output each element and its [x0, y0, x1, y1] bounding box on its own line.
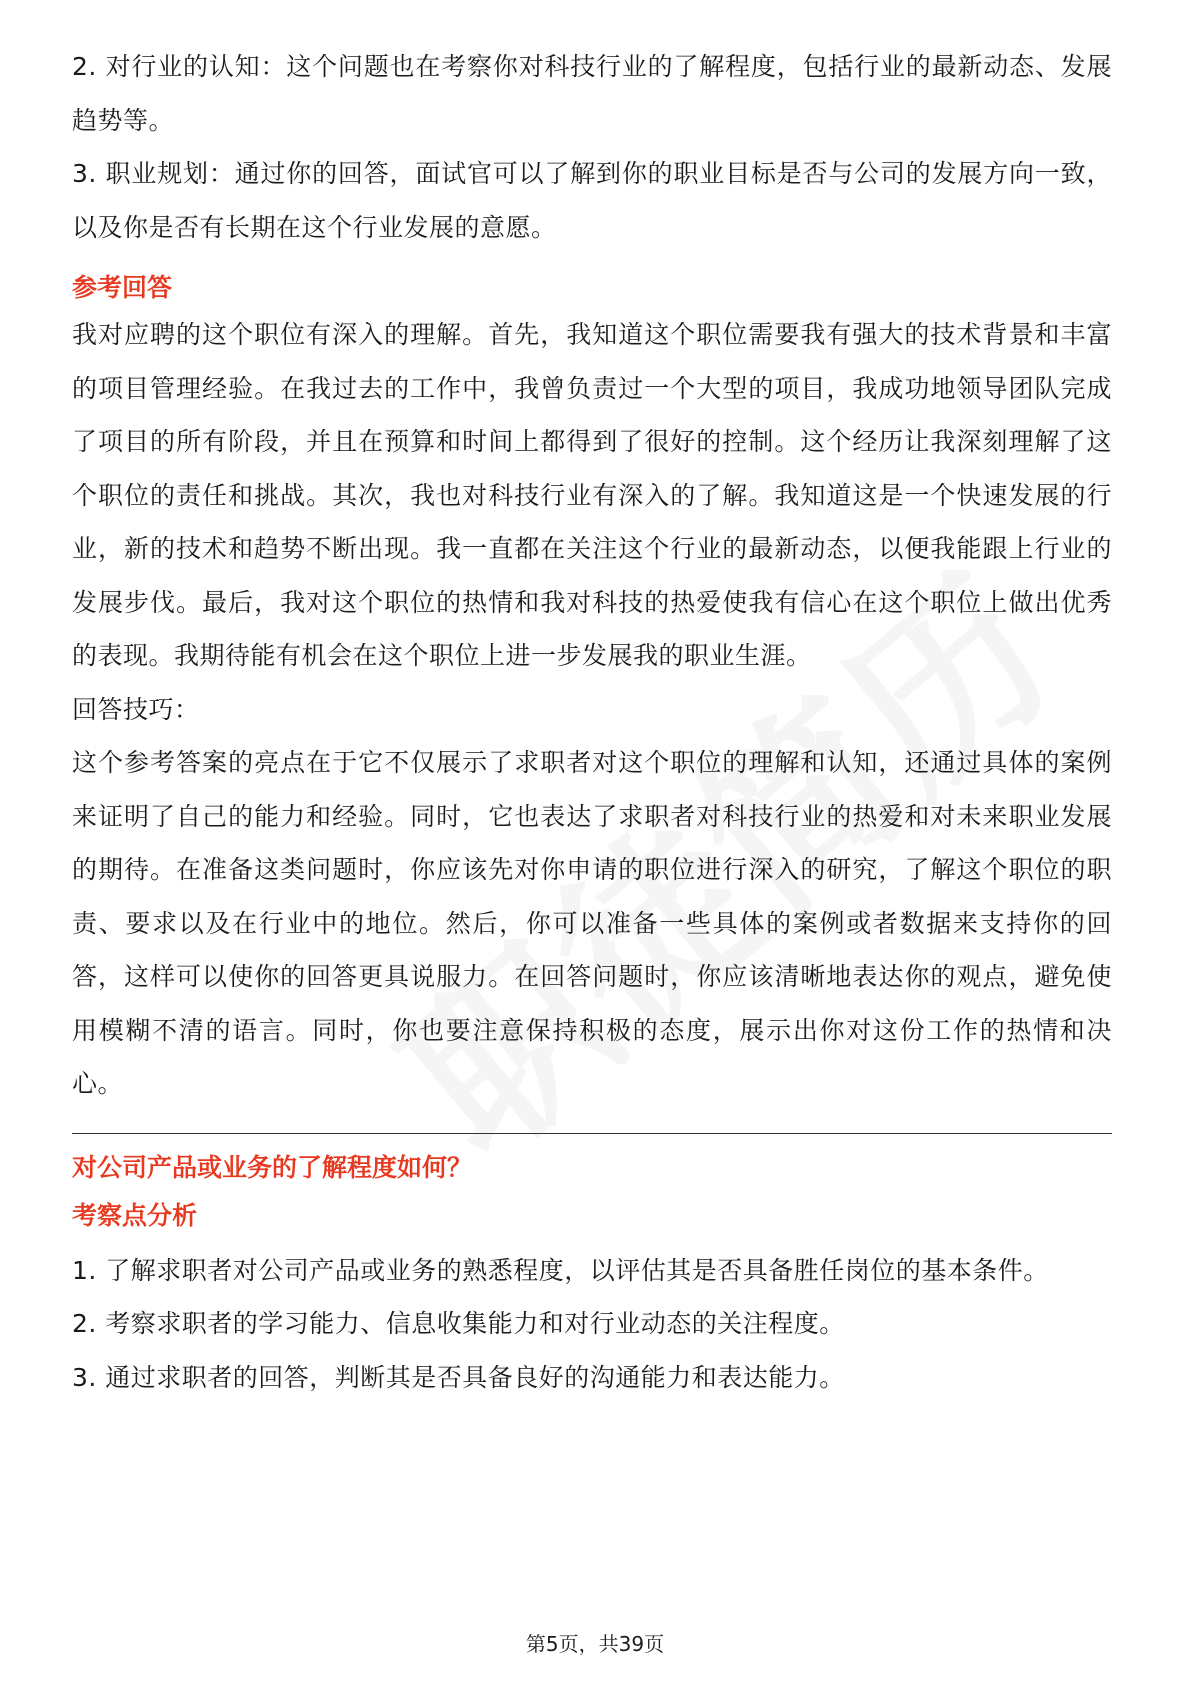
question-title: 对公司产品或业务的了解程度如何？ [72, 1152, 473, 1182]
analysis-point-1: 1. 了解求职者对公司产品或业务的熟悉程度，以评估其是否具备胜任岗位的基本条件。 [72, 1255, 1049, 1285]
answer-tips-label: 回答技巧： [72, 694, 200, 724]
intro-point-3: 3. 职业规划：通过你的回答，面试官可以了解到你的职业目标是否与公司的发展方向一致，以及你是否有长期在这个行业发展的意愿。 [72, 159, 1112, 242]
answer-tips-text: 这个参考答案的亮点在于它不仅展示了求职者对这个职位的理解和认知，还通过具体的案例来证明了自己的能力和经验。同时，它也表达了求职者对科技行业的热爱和对未来职业发展的期待。在准备这类问题时，你应该先对你申请的职位进行深入的研究，了解这个职位的职责、要求以及在行业中的地位。然后，你可以准备一些具体的案例或者数据来支持你的回答，这样可以使你的回答更具说服力。在回答问题时，你应该清晰地表达你的观点，避免使用模糊不清的语言。同时，你也要注意保持积极的态度，展示出你对这份工作的热情和决心。 [72, 748, 1112, 1098]
page-number-footer: 第5页，共39页 [525, 1632, 665, 1656]
section-divider [72, 1133, 1112, 1134]
reference-answer-text: 我对应聘的这个职位有深入的理解。首先，我知道这个职位需要我有强大的技术背景和丰富的项目管理经验。在我过去的工作中，我曾负责过一个大型的项目，我成功地领导团队完成了项目的所有阶段，并且在预算和时间上都得到了很好的控制。这个经历让我深刻理解了这个职位的责任和挑战。其次，我也对科技行业有深入的了解。我知道这是一个快速发展的行业，新的技术和趋势不断出现。我一直都在关注这个行业的最新动态，以便我能跟上行业的发展步伐。最后，我对这个职位的热情和我对科技的热爱使我有信心在这个职位上做出优秀的表现。我期待能有机会在这个职位上进一步发展我的职业生涯。 [72, 320, 1112, 670]
reference-answer-heading: 参考回答 [72, 273, 173, 302]
intro-point-2: 2. 对行业的认知：这个问题也在考察你对科技行业的了解程度，包括行业的最新动态、发展趋势等。 [72, 52, 1112, 135]
analysis-point-2: 2. 考察求职者的学习能力、信息收集能力和对行业动态的关注程度。 [72, 1309, 845, 1338]
document-page [72, 40, 1112, 1404]
analysis-point-3: 3. 通过求职者的回答，判断其是否具备良好的沟通能力和表达能力。 [72, 1362, 845, 1392]
analysis-heading: 考察点分析 [72, 1200, 198, 1230]
